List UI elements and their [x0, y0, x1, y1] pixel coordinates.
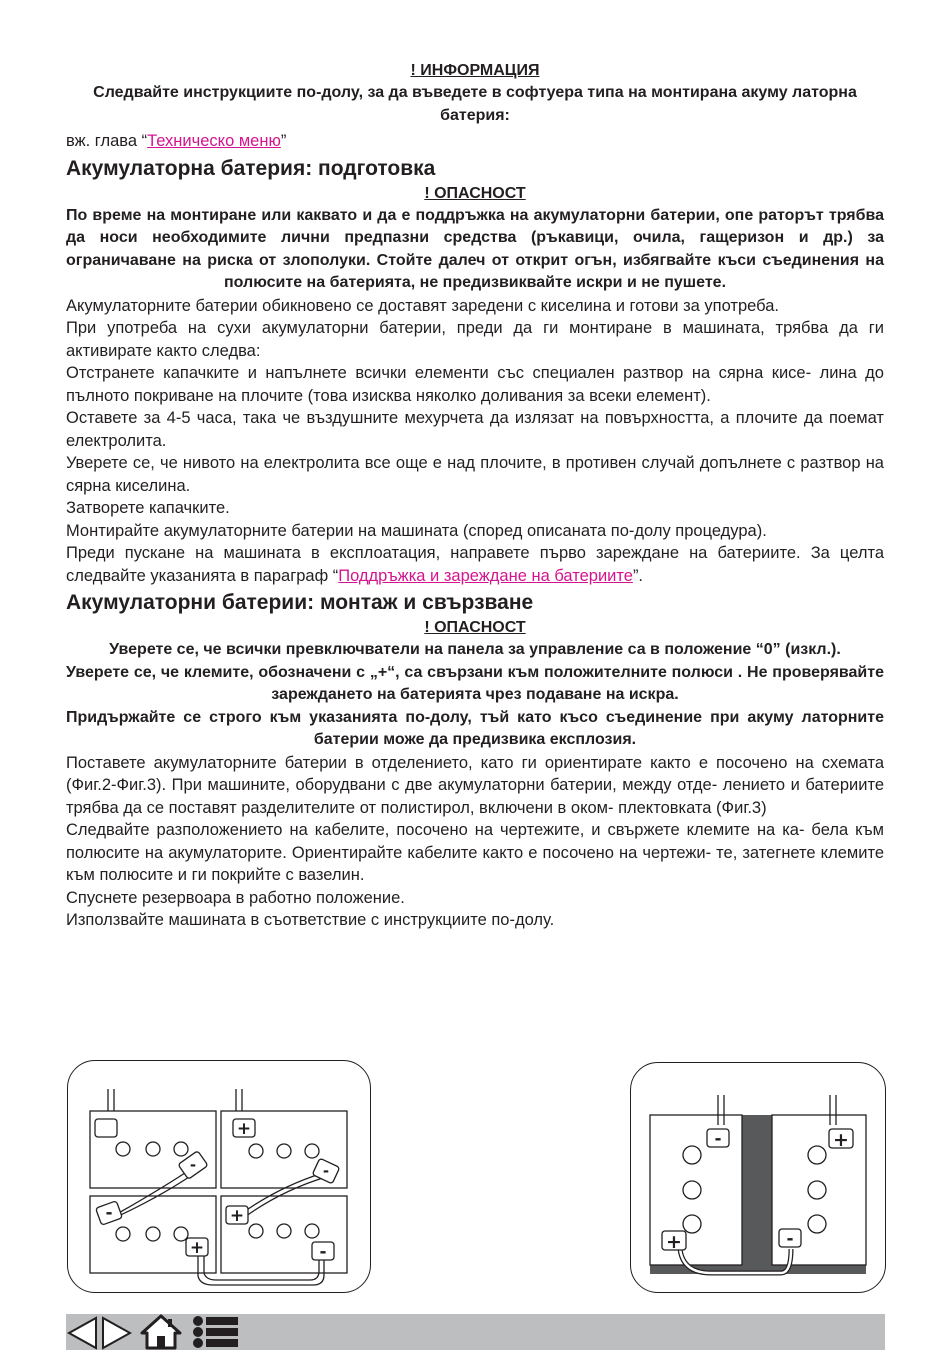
minus-label: -	[714, 1129, 722, 1149]
danger-line: Уверете се, че всички превключватели на панела за управление са в положение “0” (изкл.).	[109, 641, 841, 658]
plus-label: +	[833, 1129, 849, 1151]
paragraph: Монтирайте акумулаторните батерии на машината (според описаната по-долу процедура).	[66, 521, 767, 540]
danger-line: Придържайте се строго към указанията по-долу, тъй като късо съединение при акуму латорните батерии може да предизвика експлозия.	[66, 708, 884, 748]
next-page-icon[interactable]	[100, 1316, 134, 1350]
polystyrene-separator	[741, 1115, 773, 1265]
document-page	[66, 60, 884, 932]
battery-wiring-figure-two	[630, 1062, 886, 1293]
technical-menu-link[interactable]: Техническо меню	[147, 132, 281, 150]
battery-wiring-figure-four	[67, 1060, 371, 1293]
plus-label: +	[229, 1206, 245, 1226]
section-mounting-title: Акумулаторни батерии: монтаж и свързване	[66, 591, 534, 614]
section-preparation-title: Акумулаторна батерия: подготовка	[66, 156, 436, 180]
paragraph-charging-reference	[66, 542, 884, 587]
minus-label: -	[319, 1242, 327, 1262]
minus-label: -	[189, 1156, 197, 1174]
danger-heading-1: ! ОПАСНОСТ	[424, 184, 526, 202]
paragraph: Спуснете резервоара в работно положение.	[66, 888, 405, 907]
para-prefix: Преди пускане на машината в експлоатация, направете първо зареждане на батериите. За целта следвайте указанията в параграф “	[66, 544, 884, 585]
paragraph: Поставете акумулаторните батерии в отделението, като ги ориентирате както е посочено на схемата (Фиг.2-Фиг.3). При машините, оборудвани с две акумулаторни батерии, между отде- лението и батериите трябва да се поставят разделителите от полистирол, включени в оком- плектовката (Фиг.3)	[66, 753, 884, 817]
battery-wiring-diagram-four	[68, 1061, 370, 1292]
info-heading: ! ИНФОРМАЦИЯ	[410, 62, 540, 79]
home-icon[interactable]	[140, 1314, 182, 1350]
list-icon[interactable]	[192, 1315, 240, 1349]
plus-label: +	[666, 1231, 682, 1253]
info-text: Следвайте инструкциите по-долу, за да въведете в софтуера типа на монтирана акуму латорна батерия:	[93, 84, 857, 124]
paragraph: Отстранете капачките и напълнете всички елементи със специален разтвор на сярна кисе- лина до пълното покриване на плочите (това изисква няколко доливания за всеки елемент).	[66, 364, 884, 405]
battery-wiring-diagram-two	[631, 1063, 885, 1292]
paragraph: Оставете за 4-5 часа, така че въздушните мехурчета да излязат на повърхността, а плочите да поемат електролита.	[66, 409, 884, 450]
para-suffix: ”.	[632, 566, 644, 585]
minus-label: -	[105, 1203, 113, 1223]
terminal-top-left	[95, 1119, 117, 1137]
minus-label: -	[322, 1162, 330, 1180]
paragraph: Уверете се, че нивото на електролита все още е над плочите, в противен случай допълнете с разтвор на сярна киселина.	[66, 454, 884, 495]
info-reference	[66, 130, 884, 153]
paragraph: Затворете капачките.	[66, 499, 230, 517]
paragraph: Използвайте машината в съответствие с инструкциите по-долу.	[66, 911, 555, 929]
plus-label: +	[236, 1119, 252, 1139]
ref-suffix: ”	[280, 132, 287, 150]
footer-navigation-bar	[66, 1314, 885, 1350]
paragraph: При употреба на сухи акумулаторни батерии, преди да ги монтиране в машината, трябва да ги активирате както следва:	[66, 319, 884, 360]
plus-label: +	[189, 1238, 205, 1258]
ref-prefix: вж. глава “	[66, 132, 148, 150]
danger-text-1: По време на монтиране или каквато и да е поддръжка на акумулаторни батерии, опе раторът трябва да носи необходимите лични предпазни средства (ръкавици, очила, гащеризон и др.) за ограничаване на риска от злополуки. Стойте далеч от открит огън, избягвайте къси съединения на полюсите на батерията, не предизвиквайте искри и не пушете.	[66, 206, 884, 291]
paragraph: Акумулаторните батерии обикновено се доставят заредени с киселина и готови за употреба.	[66, 296, 779, 315]
danger-heading-2: ! ОПАСНОСТ	[424, 619, 526, 636]
battery-maintenance-link[interactable]: Поддръжка и зареждане на батериите	[338, 566, 633, 585]
danger-line: Уверете се, че клемите, обозначени с „+“, са свързани към положителните полюси . Не проверявайте зареждането на батерията чрез подаване на искра.	[66, 663, 884, 703]
minus-label: -	[786, 1229, 794, 1249]
prev-page-icon[interactable]	[66, 1316, 100, 1350]
paragraph: Следвайте разположението на кабелите, посочено на чертежите, и свържете клемите на ка- бела към полюсите на акумулаторите. Ориентирайте кабелите както е посочено на чертежи- те, затегнете клемите към полюсите и ги покрийте с вазелин.	[66, 821, 884, 884]
